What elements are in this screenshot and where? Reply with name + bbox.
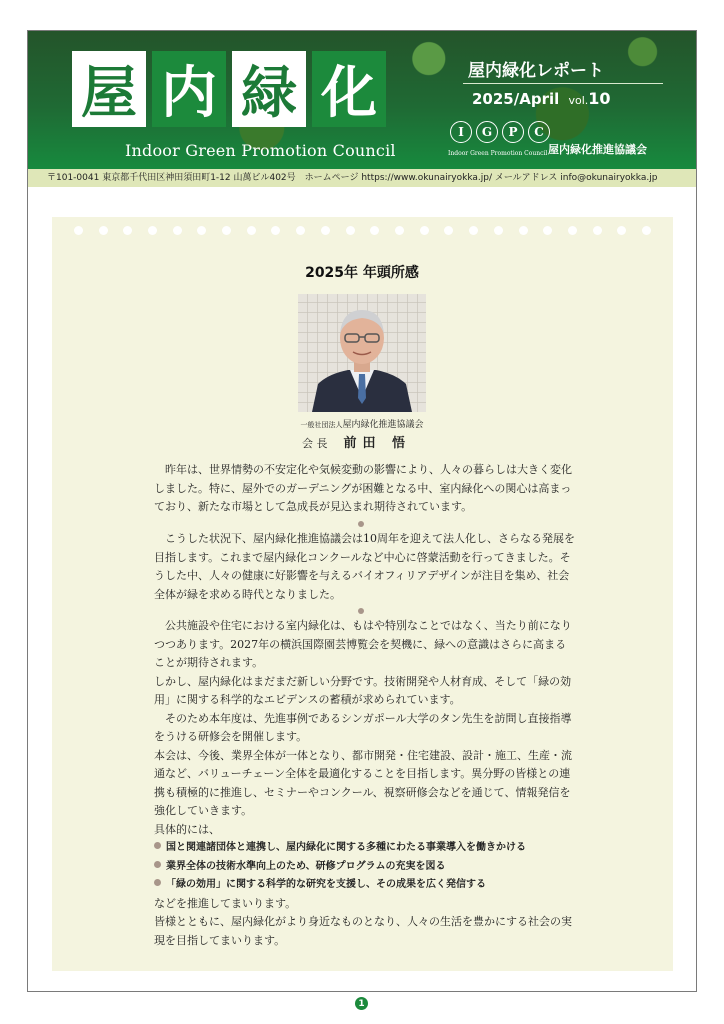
paragraph-2 [154, 530, 576, 604]
report-title: 屋内緑化レポート [468, 61, 604, 81]
portrait-photo [298, 294, 426, 412]
masthead [28, 31, 696, 169]
logo-char-3: 緑 [232, 51, 306, 127]
page-number: 1 [355, 997, 368, 1010]
vol-number: 10 [588, 89, 611, 108]
paragraph-text: 皆様とともに、屋内緑化がより身近なものとなり、人々の生活を豊かにする社会の実現を目指してまいります。 [154, 915, 572, 947]
person-name: 前田 悟 [343, 436, 412, 451]
logo-char-1: 屋 [72, 51, 146, 127]
paragraph-text: 本会は、今後、業界全体が一体となり、都市開発・住宅建設、設計・施工、生産・流通など、バリューチェーン全体を最適化することを目指します。異分野の皆様との連携も積極的に推進し、セミナーやコンクール、視察研修会などを通じて、情報発信を強化していきます。 [154, 748, 572, 817]
role-label: 会 長 [302, 437, 328, 450]
paragraph-text: 昨年は、世界情勢の不安定化や気候変動の影響により、人々の暮らしは大きく変化しました。特に、屋外でのガーデニングが困難となる中、室内緑化への関心は高まっており、新たな市場として急成長が見込まれ期待されています。 [154, 463, 572, 513]
logo-char-2: 内 [152, 51, 226, 127]
igpc-letter: G [476, 121, 498, 143]
article-title: 2025年 年頭所感 [305, 265, 419, 281]
separator-dot [358, 608, 364, 614]
igpc-letter: P [502, 121, 524, 143]
paragraph-1 [154, 461, 576, 517]
signature-person [302, 432, 411, 451]
title-divider [463, 83, 663, 84]
portrait-image [298, 294, 426, 412]
org-name: 屋内緑化推進協議会 [548, 143, 647, 156]
paragraph-text: しかし、屋内緑化はまだまだ新しい分野です。技術開発や人材育成、そして「緑の効用」に関する科学的なエビデンスの蓄積が求められています。 [154, 674, 572, 706]
igpc-letter: I [450, 121, 472, 143]
signature-org [0, 417, 724, 430]
english-title: Indoor Green Promotion Council [125, 141, 396, 160]
logo-char-4: 化 [312, 51, 386, 127]
bullet-item: 「緑の効用」に関する科学的な研究を支援し、その成果を広く発信する [154, 876, 576, 895]
paragraph-text: 公共施設や住宅における室内緑化は、もはや特別なことではなく、当たり前になりつつあります。2027年の横浜国際園芸博覧会を契機に、緑への意識はさらに高まることが期待されます。 [154, 619, 572, 669]
org-prefix: 一般社団法人 [300, 421, 343, 429]
issue-date-text: 2025/April [472, 90, 560, 108]
igpc-letter: C [528, 121, 550, 143]
paragraph-text: などを推進してまいります。 [154, 896, 297, 910]
igpc-subtitle: Indoor Green Promotion Council [448, 150, 548, 157]
igpc-logo [450, 121, 550, 143]
bullet-item: 国と関連諸団体と連携し、屋内緑化に関する多種にわたる事業導入を働きかける [154, 839, 576, 858]
address-bar: 〒101-0041 東京都千代田区神田須田町1-12 山萬ビル402号 ホームページ https://www.okunairyokka.jp/ メールアドレス info@okunairyokka.jp [28, 169, 696, 187]
paragraph-text: 具体的には、 [154, 822, 220, 836]
vol-label: vol. [568, 94, 589, 107]
paragraph-text: こうした状況下、屋内緑化推進協議会は10周年を迎えて法人化し、さらなる発展を目指します。これまで屋内緑化コンクールなど中心に啓蒙活動を行ってきました。そうした中、人々の健康に好影響を与えるバイオフィリアデザインが注目を集め、社会全体が緑を求める時代となりました。 [154, 532, 575, 601]
paragraph-text: そのため本年度は、先進事例であるシンガポール大学のタン先生を訪問し直接指導をうける研修会を開催します。 [154, 711, 572, 743]
separator-dot [358, 521, 364, 527]
signature-org-name: 屋内緑化推進協議会 [342, 420, 424, 430]
paragraph-block [154, 617, 576, 950]
bullet-item: 業界全体の技術水準向上のため、研修プログラムの充実を図る [154, 858, 576, 877]
issue-date [472, 89, 611, 108]
binding-holes [52, 226, 673, 235]
